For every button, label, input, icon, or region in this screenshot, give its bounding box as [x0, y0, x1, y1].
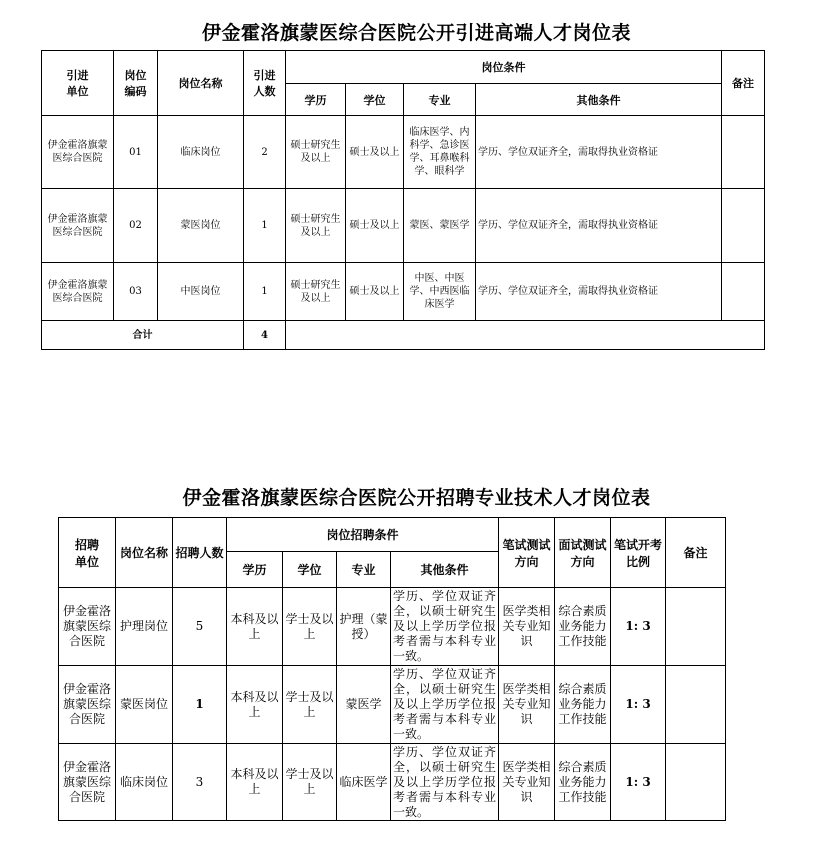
header-edu: 学历 [286, 84, 346, 116]
high-end-talent-table [41, 50, 765, 350]
cell-degree: 学士及以上 [283, 588, 337, 666]
cell-edu: 本科及以上 [227, 666, 283, 744]
cell-degree: 学士及以上 [283, 666, 337, 744]
cell-code: 03 [114, 263, 158, 321]
cell-code: 02 [114, 189, 158, 263]
cell-major: 临床医学 [337, 744, 391, 821]
header-unit: 引进 单位 [42, 51, 114, 116]
cell-ratio: 1: 3 [611, 666, 666, 744]
cell-other: 学历、学位双证齐全，需取得执业资格证 [476, 189, 722, 263]
table-row [59, 744, 726, 821]
cell-count: 1 [244, 189, 286, 263]
cell-remarks [666, 666, 726, 744]
cell-count: 1 [244, 263, 286, 321]
cell-written: 医学类相关专业知识 [499, 666, 555, 744]
cell-edu: 本科及以上 [227, 588, 283, 666]
cell-name: 临床岗位 [158, 116, 244, 189]
cell-ratio: 1: 3 [611, 588, 666, 666]
cell-written: 医学类相关专业知识 [499, 744, 555, 821]
cell-other: 学历、学位双证齐全，需取得执业资格证 [476, 263, 722, 321]
cell-degree: 学士及以上 [283, 744, 337, 821]
cell-count: 2 [244, 116, 286, 189]
cell-count: 1 [173, 666, 227, 744]
cell-written: 医学类相关专业知识 [499, 588, 555, 666]
header-interview: 面试测试 方向 [555, 518, 611, 588]
cell-interview: 综合素质业务能力工作技能 [555, 588, 611, 666]
cell-other: 学历、学位双证齐全，以硕士研究生及以上学历学位报考者需与本科专业一致。 [391, 744, 499, 821]
cell-remarks [722, 189, 765, 263]
cell-name: 蒙医岗位 [158, 189, 244, 263]
header-other: 其他条件 [476, 84, 722, 116]
header-code: 岗位 编码 [114, 51, 158, 116]
total-value: 4 [244, 321, 286, 350]
cell-other: 学历、学位双证齐全，以硕士研究生及以上学历学位报考者需与本科专业一致。 [391, 666, 499, 744]
total-empty [286, 321, 765, 350]
cell-unit: 伊金霍洛旗蒙医综合医院 [42, 189, 114, 263]
table-row [42, 189, 765, 263]
cell-unit: 伊金霍洛旗蒙医综合医院 [42, 263, 114, 321]
cell-unit: 伊金霍洛旗蒙医综合医院 [59, 666, 116, 744]
cell-major: 护理（蒙授） [337, 588, 391, 666]
cell-ratio: 1: 3 [611, 744, 666, 821]
cell-count: 3 [173, 744, 227, 821]
table-row [59, 588, 726, 666]
header-conditions: 岗位招聘条件 [227, 518, 499, 552]
header-conditions: 岗位条件 [286, 51, 722, 84]
table1-title: 伊金霍洛旗蒙医综合医院公开引进高端人才岗位表 [201, 22, 631, 44]
header-ratio: 笔试开考 比例 [611, 518, 666, 588]
header-major: 专业 [337, 552, 391, 588]
cell-name: 中医岗位 [158, 263, 244, 321]
total-label: 合计 [42, 321, 244, 350]
cell-degree: 硕士及以上 [346, 189, 404, 263]
cell-name: 临床岗位 [116, 744, 173, 821]
cell-major: 蒙医学 [337, 666, 391, 744]
cell-remarks [722, 263, 765, 321]
cell-other: 学历、学位双证齐全，需取得执业资格证 [476, 116, 722, 189]
total-row [42, 321, 765, 350]
table-row [59, 666, 726, 744]
cell-unit: 伊金霍洛旗蒙医综合医院 [59, 588, 116, 666]
header-other: 其他条件 [391, 552, 499, 588]
header-name: 岗位名称 [158, 51, 244, 116]
table-row [42, 263, 765, 321]
table-row [42, 116, 765, 189]
cell-degree: 硕士及以上 [346, 116, 404, 189]
cell-other: 学历、学位双证齐全，以硕士研究生及以上学历学位报考者需与本科专业一致。 [391, 588, 499, 666]
cell-name: 蒙医岗位 [116, 666, 173, 744]
header-count: 引进 人数 [244, 51, 286, 116]
cell-degree: 硕士及以上 [346, 263, 404, 321]
header-remarks: 备注 [666, 518, 726, 588]
cell-unit: 伊金霍洛旗蒙医综合医院 [42, 116, 114, 189]
cell-code: 01 [114, 116, 158, 189]
cell-interview: 综合素质业务能力工作技能 [555, 666, 611, 744]
cell-name: 护理岗位 [116, 588, 173, 666]
cell-edu: 硕士研究生及以上 [286, 189, 346, 263]
header-major: 专业 [404, 84, 476, 116]
cell-major: 临床医学、内科学、急诊医学、耳鼻喉科学、眼科学 [404, 116, 476, 189]
cell-remarks [722, 116, 765, 189]
cell-count: 5 [173, 588, 227, 666]
cell-edu: 硕士研究生及以上 [286, 263, 346, 321]
cell-edu: 本科及以上 [227, 744, 283, 821]
cell-edu: 硕士研究生及以上 [286, 116, 346, 189]
header-degree: 学位 [346, 84, 404, 116]
cell-unit: 伊金霍洛旗蒙医综合医院 [59, 744, 116, 821]
cell-remarks [666, 744, 726, 821]
cell-remarks [666, 588, 726, 666]
cell-interview: 综合素质业务能力工作技能 [555, 744, 611, 821]
cell-major: 中医、中医学、中西医临床医学 [404, 263, 476, 321]
header-remarks: 备注 [722, 51, 765, 116]
professional-talent-table [58, 517, 726, 821]
header-name: 岗位名称 [116, 518, 173, 588]
header-count: 招聘人数 [173, 518, 227, 588]
table2-title: 伊金霍洛旗蒙医综合医院公开招聘专业技术人才岗位表 [182, 487, 651, 509]
cell-major: 蒙医、蒙医学 [404, 189, 476, 263]
header-edu: 学历 [227, 552, 283, 588]
header-degree: 学位 [283, 552, 337, 588]
header-written: 笔试测试 方向 [499, 518, 555, 588]
header-unit: 招聘 单位 [59, 518, 116, 588]
